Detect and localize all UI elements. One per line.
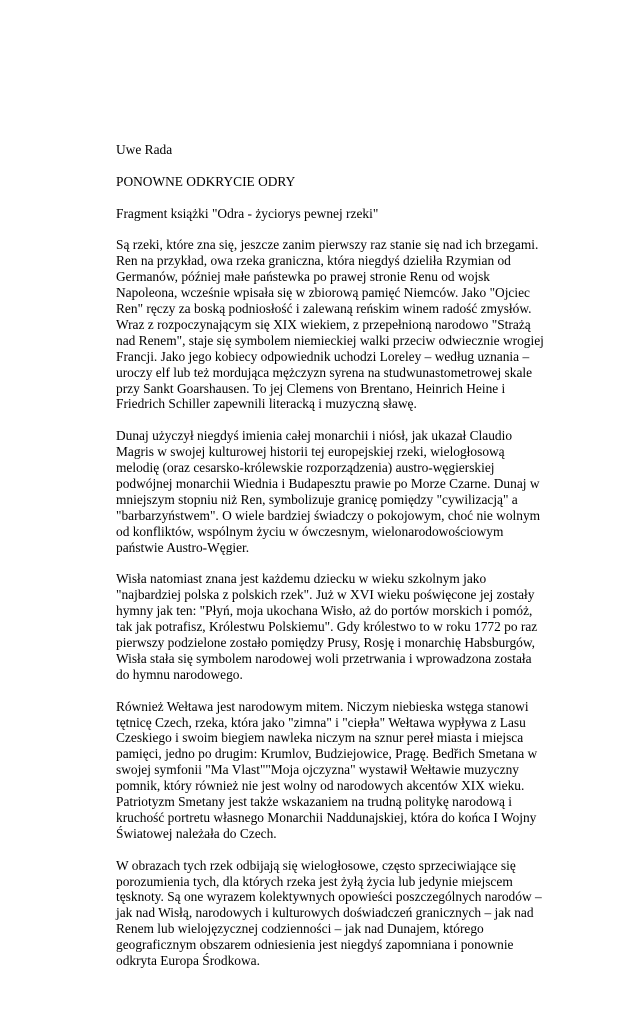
text-line: Czeskiego i swoim biegiem nawleka niczym na sznur pereł miasta i miejsca bbox=[116, 730, 524, 746]
text-line: kruchość portretu własnego Monarchii Naddunajskiej, która do końca I Wojny bbox=[116, 809, 537, 825]
author-name: Uwe Rada bbox=[116, 142, 173, 157]
text-line: tętnicę Czech, rzeka, która jako "zimna" i "ciepła" Wełtawa wypływa z Lasu bbox=[116, 714, 526, 730]
text-line: Wraz z rozpoczynającym się XIX wiekiem, z przepełnioną narodowo "Strażą bbox=[116, 316, 531, 332]
text-line: tęsknoty. Są one wyrazem kolektywnych opowieści poszczególnych narodów – bbox=[116, 889, 542, 905]
text-line: podwójnej monarchii Wiednia i Budapesztu prawie po Morze Czarne. Dunaj w bbox=[116, 475, 540, 491]
paragraph bbox=[116, 571, 538, 682]
text-line: "najbardziej polska z polskich rzek". Już w XVI wieku poświęcone jej zostały bbox=[116, 587, 535, 603]
text-line: Ren" ręczy za boską podniosłość i zalewaną reńskim winem radość zmysłów. bbox=[116, 301, 532, 317]
text-line: porozumienia tych, dla których rzeka jest żyłą życia lub jedynie miejscem bbox=[116, 873, 513, 889]
text-line: odkryta Europa Środkowa. bbox=[116, 953, 260, 969]
text-line: swojej symfonii "Ma Vlast""Moja ojczyzna" wystawił Wełtawie muzyczny bbox=[116, 762, 519, 778]
text-line: Renem lub wielojęzycznej codzienności – jak nad Dunajem, którego bbox=[116, 921, 484, 937]
body-text bbox=[116, 237, 544, 969]
text-line: Germanów, później małe państewka po prawej stronie Renu od wojsk bbox=[116, 269, 490, 285]
text-line: od konfliktów, wspólnym życiu w ówczesnym, wielonarodowościowym bbox=[116, 523, 504, 539]
text-line: Ren na przykład, owa rzeka graniczna, która niegdyś dzieliła Rzymian od bbox=[116, 253, 511, 269]
text-line: Magris w swojej kulturowej historii tej europejskiej rzeki, wielogłosową bbox=[116, 444, 505, 460]
text-line: Światowej należała do Czech. bbox=[116, 825, 277, 841]
text-line: W obrazach tych rzek odbijają się wielogłosowe, często sprzeciwiające się bbox=[116, 857, 516, 873]
text-line: hymny jak ten: "Płyń, moja ukochana Wisło, aż do portów morskich i pomóż, bbox=[116, 603, 533, 619]
text-line: uroczy elf lub też mordująca mężczyzn syrena na studwunastometrowej skale bbox=[116, 364, 533, 380]
text-line: Wisła natomiast znana jest każdemu dziecku w wieku szkolnym jako bbox=[116, 571, 487, 587]
text-line: pamięci, jedno po drugim: Krumlov, Budziejowice, Pragę. Bedřich Smetana w bbox=[116, 746, 538, 762]
text-line: państwie Austro-Węgier. bbox=[116, 539, 250, 555]
document-subtitle: Fragment książki "Odra - życiorys pewnej rzeki" bbox=[116, 205, 379, 221]
text-line: Wisła stała się symbolem narodowej woli przetrwania i wprowadzona została bbox=[116, 650, 532, 666]
text-line: Friedrich Schiller zapewnili literacką i muzyczną sławę. bbox=[116, 396, 417, 412]
paragraph bbox=[116, 857, 542, 969]
document-title: PONOWNE ODKRYCIE ODRY bbox=[116, 173, 296, 189]
text-line: geograficznym obszarem odniesienia jest niegdyś zapomniana i ponownie bbox=[116, 937, 514, 953]
text-line: tak jak potrafisz, Królestwu Polskiemu". Gdy królestwo to w roku 1772 po raz bbox=[116, 619, 538, 635]
text-line: Również Wełtawa jest narodowym mitem. Niczym niebieska wstęga stanowi bbox=[116, 698, 529, 714]
text-line: melodię (oraz cesarsko-królewskie rozporządzenia) austro-węgierskiej bbox=[116, 460, 495, 476]
text-line: Napoleona, wcześnie wpisała się w zbiorową pamięć Niemców. Jako "Ojciec bbox=[116, 285, 530, 301]
text-line: do hymnu narodowego. bbox=[116, 666, 243, 682]
document-page bbox=[116, 142, 544, 985]
paragraph bbox=[116, 698, 538, 842]
text-line: "barbarzyństwem". O wiele bardziej świadczy o pokojowym, choć nie wolnym bbox=[116, 507, 541, 523]
text-line: pierwszy podzielone zostało pomiędzy Prusy, Rosję i monarchię Habsburgów, bbox=[116, 635, 535, 651]
paragraph bbox=[116, 428, 541, 555]
text-line: Francji. Jako jego kobiecy odpowiednik uchodzi Loreley – według uznania – bbox=[116, 348, 530, 364]
text-line: pomnik, który również nie jest wolny od narodowych akcentów XIX wieku. bbox=[116, 778, 525, 794]
text-line: przy Sankt Goarshausen. To jej Clemens von Brentano, Heinrich Heine i bbox=[116, 380, 506, 396]
paragraph bbox=[116, 237, 544, 412]
text-line: mniejszym stopniu niż Ren, symbolizuje granicę pomiędzy "cywilizacją" a bbox=[116, 491, 518, 507]
text-line: Dunaj użyczył niegdyś imienia całej monarchii i niósł, jak ukazał Claudio bbox=[116, 428, 513, 444]
text-line: Patriotyzm Smetany jest także wskazaniem na trudną politykę narodową i bbox=[116, 794, 513, 810]
text-line: jak nad Wisłą, narodowych i kulturowych doświadczeń granicznych – jak nad bbox=[116, 905, 534, 921]
text-line: nad Renem", staje się symbolem niemieckiej walki przeciw odwiecznie wrogiej bbox=[116, 332, 544, 348]
text-line: Są rzeki, które zna się, jeszcze zanim pierwszy raz stanie się nad ich brzegami. bbox=[116, 237, 539, 253]
